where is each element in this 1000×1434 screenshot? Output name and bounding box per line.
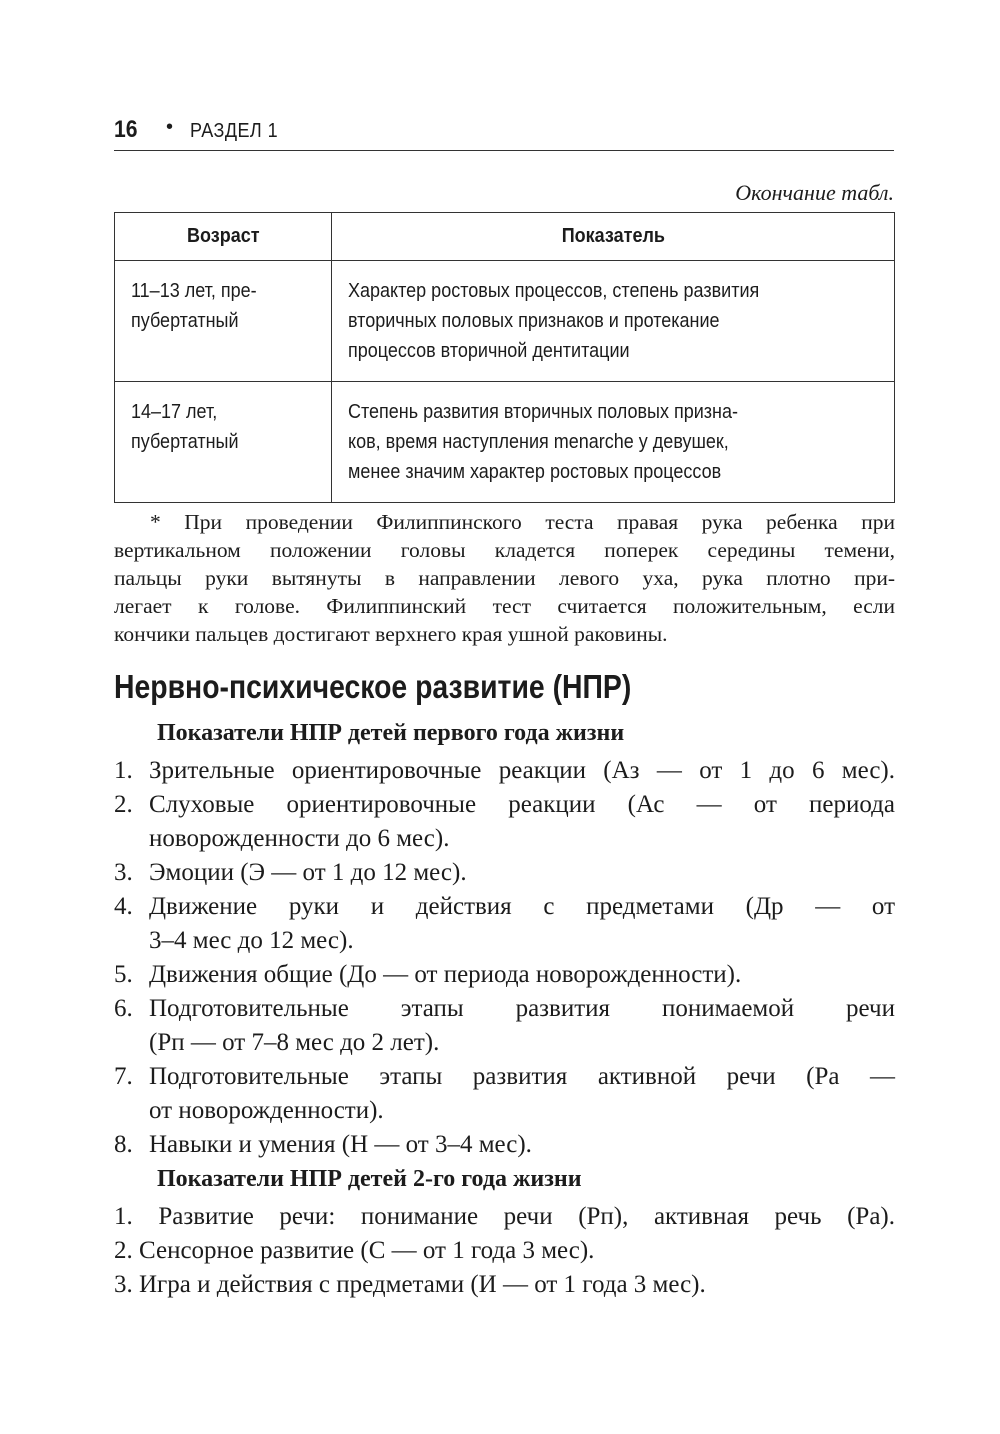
footnote-line: пальцы руки вытянуты в направлении левого уха, рука плотно при- (114, 566, 895, 590)
table-row (115, 382, 895, 503)
age-cell: 11–13 лет, пре- пубертатный (115, 261, 332, 382)
subheading-first-year: Показатели НПР детей первого года жизни (157, 720, 625, 746)
first-year-list (114, 754, 895, 1162)
indicator-cell: Характер ростовых процессов, степень развития вторичных половых признаков и протекание процессов вторичной дентитации (332, 261, 895, 382)
age-indicator-table (114, 212, 895, 503)
list-item: 2. Сенсорное развитие (С — от 1 года 3 мес). (114, 1237, 595, 1264)
footnote-line: легает к голове. Филиппинский тест считается положительным, если (114, 594, 895, 618)
list-item: 5. Движения общие (До — от периода новорожденности). (114, 961, 742, 988)
list-item: 3. Эмоции (Э — от 1 до 12 мес). (114, 859, 467, 886)
footnote (114, 508, 895, 648)
list-item: 8. Навыки и умения (Н — от 3–4 мес). (114, 1131, 532, 1158)
column-header-indicator: Показатель (332, 213, 895, 261)
bullet-separator: • (166, 116, 174, 138)
table-continuation-label: Окончание табл. (735, 180, 894, 205)
footnote-line: * При проведении Филиппинского теста правая рука ребенка при (150, 510, 895, 534)
list-item-continuation: новорожденности до 6 мес). (149, 825, 450, 852)
section-heading: Нервно-психическое развитие (НПР) (114, 668, 632, 705)
list-item-continuation: 3–4 мес до 12 мес). (149, 927, 354, 954)
list-item: 2. Слуховые ориентировочные реакции (Ас — от периода (114, 791, 895, 818)
list-item: 6. Подготовительные этапы развития понимаемой речи (114, 995, 895, 1022)
list-item-continuation: (Рп — от 7–8 мес до 2 лет). (149, 1029, 440, 1056)
list-item: 1. Развитие речи: понимание речи (Рп), активная речь (Ра). (114, 1203, 895, 1230)
list-item-continuation: от новорожденности). (149, 1097, 384, 1124)
list-item: 3. Игра и действия с предметами (И — от 1 года 3 мес). (114, 1271, 706, 1298)
running-header (114, 112, 894, 151)
age-cell: 14–17 лет, пубертатный (115, 382, 332, 503)
section-title: РАЗДЕЛ 1 (190, 120, 279, 142)
list-item: 1. Зрительные ориентировочные реакции (Аз — от 1 до 6 мес). (114, 757, 895, 784)
table-header-row (115, 213, 895, 261)
footnote-line: кончики пальцев достигают верхнего края ушной раковины. (114, 622, 668, 646)
column-header-age: Возраст (115, 213, 332, 261)
list-item: 7. Подготовительные этапы развития активной речи (Ра — (114, 1063, 895, 1090)
page-number: 16 (114, 116, 138, 143)
list-item: 4. Движение руки и действия с предметами (Др — от (114, 893, 895, 920)
table-row (115, 261, 895, 382)
subheading-second-year: Показатели НПР детей 2-го года жизни (157, 1166, 582, 1192)
footnote-line: вертикальном положении головы кладется поперек середины темени, (114, 538, 895, 562)
indicator-cell: Степень развития вторичных половых призна- ков, время наступления menarche у девушек, менее значим характер ростовых процессов (332, 382, 895, 503)
second-year-list (114, 1200, 895, 1302)
